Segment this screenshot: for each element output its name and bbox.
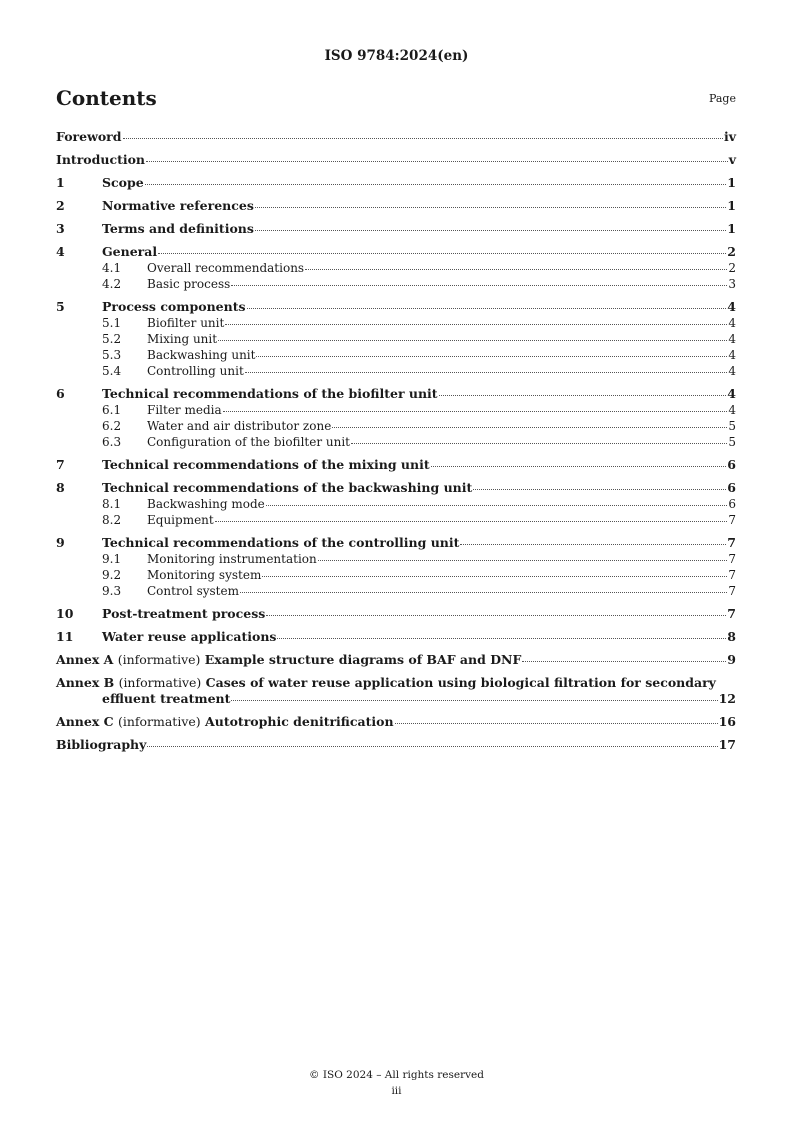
toc-subentry-title: Basic process — [147, 277, 231, 291]
dot-leader — [277, 637, 726, 639]
toc-subentry-page: 3 — [728, 277, 736, 291]
toc-subentry-page: 6 — [728, 497, 736, 511]
toc-group — [56, 299, 736, 379]
toc-group — [56, 129, 736, 145]
toc-subentry-number: 5.4 — [102, 364, 122, 378]
toc-subentry-page: 4 — [728, 403, 736, 417]
toc-entry-title: Technical recommendations of the mixing unit — [102, 457, 430, 472]
toc-annex-heading — [56, 652, 521, 668]
toc-entry[interactable] — [56, 737, 736, 753]
toc-annex-heading — [56, 714, 394, 730]
toc-entry-number: 6 — [56, 386, 65, 401]
toc-subentry-title: Controlling unit — [147, 364, 244, 378]
toc-entry-page: 8 — [727, 629, 736, 644]
dot-leader — [522, 660, 726, 662]
toc-group — [56, 737, 736, 753]
toc-entry[interactable] — [56, 198, 736, 214]
toc-entry-page: 1 — [727, 175, 736, 190]
toc-subentry-title: Mixing unit — [147, 332, 218, 346]
toc-subentry-title: Water and air distributor zone — [147, 419, 332, 433]
toc-entry-number: 4 — [56, 244, 65, 259]
toc-entry-number: 9 — [56, 535, 65, 550]
toc-entry-page: 7 — [727, 535, 736, 550]
dot-leader — [223, 410, 728, 412]
toc-entry-title: Post-treatment process — [102, 606, 266, 621]
toc-group — [56, 652, 736, 668]
toc-subentry[interactable] — [56, 434, 736, 450]
table-of-contents — [56, 129, 736, 760]
toc-subentry-page: 2 — [728, 261, 736, 275]
toc-group — [56, 535, 736, 599]
toc-subentry-title: Monitoring instrumentation — [147, 552, 317, 566]
toc-subentry-title: Monitoring system — [147, 568, 262, 582]
dot-leader — [245, 371, 728, 373]
toc-entry-number: 3 — [56, 221, 65, 236]
toc-entry-page: 1 — [727, 198, 736, 213]
toc-subentry-page: 4 — [728, 316, 736, 330]
toc-group — [56, 198, 736, 214]
toc-entry-page: 1 — [727, 221, 736, 236]
dot-leader — [215, 520, 728, 522]
toc-entry-page: 2 — [727, 244, 736, 259]
toc-entry-page: 7 — [727, 606, 736, 621]
toc-subentry-page: 7 — [728, 552, 736, 566]
toc-entry-title: Bibliography — [56, 737, 147, 752]
toc-subentry-page: 4 — [728, 332, 736, 346]
toc-subentry-page: 7 — [728, 584, 736, 598]
toc-subentry[interactable] — [56, 402, 736, 418]
toc-entry-number: 7 — [56, 457, 65, 472]
toc-subentry[interactable] — [56, 347, 736, 363]
toc-entry[interactable] — [56, 386, 736, 402]
dot-leader — [439, 394, 727, 396]
toc-entry-page: 17 — [718, 737, 736, 752]
copyright-notice: © ISO 2024 – All rights reserved — [309, 1069, 484, 1081]
toc-subentry-number: 6.3 — [102, 435, 122, 449]
toc-entry-title: Foreword — [56, 129, 122, 144]
toc-subentry-number: 5.1 — [102, 316, 122, 330]
toc-entry[interactable] — [56, 480, 736, 496]
annex-informative: (informative) — [118, 675, 202, 690]
toc-subentry-title: Control system — [147, 584, 239, 598]
dot-leader — [351, 442, 727, 444]
toc-entry[interactable] — [56, 457, 736, 473]
dot-leader — [473, 488, 726, 490]
toc-entry[interactable] — [56, 152, 736, 168]
toc-subentry-title: Filter media — [147, 403, 222, 417]
toc-subentry-number: 9.2 — [102, 568, 122, 582]
toc-subentry[interactable] — [56, 260, 736, 276]
toc-entry-title: Terms and definitions — [102, 221, 254, 236]
annex-title: Example structure diagrams of BAF and DNF — [204, 652, 522, 667]
page-column-label: Page — [708, 92, 736, 105]
toc-group — [56, 714, 736, 730]
dot-leader — [266, 504, 728, 506]
toc-entry-number: 5 — [56, 299, 65, 314]
toc-subentry-title: Backwashing unit — [147, 348, 256, 362]
toc-entry-page: 6 — [727, 457, 736, 472]
toc-subentry-number: 5.3 — [102, 348, 122, 362]
dot-leader — [231, 699, 717, 701]
toc-entry-page: iv — [723, 129, 736, 144]
annex-informative: (informative) — [117, 652, 201, 667]
dot-leader — [225, 323, 727, 325]
toc-subentry-page: 7 — [728, 513, 736, 527]
toc-entry-page: v — [728, 152, 736, 167]
toc-subentry[interactable] — [56, 315, 736, 331]
page-footer — [0, 1067, 793, 1099]
page-number: iii — [391, 1085, 402, 1097]
toc-group — [56, 152, 736, 168]
document-id: ISO 9784:2024(en) — [324, 48, 469, 64]
toc-entry-page: 6 — [727, 480, 736, 495]
toc-group — [56, 480, 736, 528]
toc-subentry-number: 8.1 — [102, 497, 122, 511]
toc-entry-title: Water reuse applications — [102, 629, 277, 644]
toc-subentry-number: 9.3 — [102, 584, 122, 598]
toc-group — [56, 244, 736, 292]
dot-leader — [255, 229, 726, 231]
toc-subentry-number: 4.1 — [102, 261, 122, 275]
dot-leader — [262, 575, 727, 577]
dot-leader — [218, 339, 727, 341]
toc-annex-entry[interactable] — [56, 714, 736, 730]
toc-entry-number: 1 — [56, 175, 65, 190]
toc-entry-page: 4 — [727, 299, 736, 314]
toc-entry[interactable] — [56, 244, 736, 260]
dot-leader — [460, 543, 726, 545]
dot-leader — [123, 137, 723, 139]
toc-entry[interactable] — [56, 629, 736, 645]
toc-subentry[interactable] — [56, 551, 736, 567]
dot-leader — [240, 591, 727, 593]
toc-subentry-title: Backwashing mode — [147, 497, 265, 511]
toc-annex-entry-continued[interactable] — [56, 691, 736, 707]
toc-entry-page: 16 — [718, 714, 736, 729]
annex-title: Cases of water reuse application using biological filtration for secondary — [205, 675, 716, 690]
dot-leader — [266, 614, 726, 616]
dot-leader — [145, 183, 727, 185]
dot-leader — [332, 426, 727, 428]
toc-subentry-number: 6.1 — [102, 403, 122, 417]
toc-subentry-number: 9.1 — [102, 552, 122, 566]
toc-subentry-title: Biofilter unit — [147, 316, 225, 330]
toc-entry-page: 4 — [727, 386, 736, 401]
dot-leader — [147, 745, 717, 747]
toc-subentry-number: 8.2 — [102, 513, 122, 527]
annex-label: Annex A — [56, 652, 114, 667]
annex-label: Annex C — [56, 714, 114, 729]
toc-subentry-number: 4.2 — [102, 277, 122, 291]
toc-subentry-title: Overall recommendations — [147, 261, 305, 275]
toc-subentry-page: 7 — [728, 568, 736, 582]
dot-leader — [231, 284, 727, 286]
dot-leader — [395, 722, 718, 724]
toc-subentry[interactable] — [56, 583, 736, 599]
toc-entry-number: 2 — [56, 198, 65, 213]
toc-subentry-page: 5 — [728, 419, 736, 433]
toc-subentry-page: 4 — [728, 364, 736, 378]
toc-entry-page: 9 — [727, 652, 736, 667]
toc-subentry[interactable] — [56, 496, 736, 512]
dot-leader — [255, 206, 726, 208]
annex-title-continued: effluent treatment — [102, 691, 231, 706]
dot-leader — [318, 559, 728, 561]
toc-group — [56, 175, 736, 191]
toc-group — [56, 629, 736, 645]
toc-entry[interactable] — [56, 299, 736, 315]
toc-subentry-number: 6.2 — [102, 419, 122, 433]
toc-entry-title: Introduction — [56, 152, 146, 167]
toc-subentry-page: 5 — [728, 435, 736, 449]
toc-entry[interactable] — [56, 175, 736, 191]
toc-group — [56, 457, 736, 473]
toc-annex-heading — [56, 675, 716, 691]
dot-leader — [431, 465, 727, 467]
toc-subentry-number: 5.2 — [102, 332, 122, 346]
toc-annex-entry[interactable] — [56, 652, 736, 668]
toc-entry-number: 11 — [56, 629, 74, 644]
toc-entry[interactable] — [56, 535, 736, 551]
annex-informative: (informative) — [117, 714, 201, 729]
toc-entry[interactable] — [56, 129, 736, 145]
toc-entry[interactable] — [56, 221, 736, 237]
toc-entry-page: 12 — [718, 691, 736, 706]
dot-leader — [256, 355, 727, 357]
dot-leader — [305, 268, 727, 270]
dot-leader — [247, 307, 727, 309]
toc-entry-title: Technical recommendations of the controlling unit — [102, 535, 460, 550]
toc-group — [56, 386, 736, 450]
toc-group — [56, 675, 736, 707]
toc-subentry[interactable] — [56, 331, 736, 347]
toc-entry-number: 8 — [56, 480, 65, 495]
toc-subentry[interactable] — [56, 567, 736, 583]
toc-subentry[interactable] — [56, 418, 736, 434]
toc-entry-title: General — [102, 244, 158, 259]
toc-entry-title: Technical recommendations of the biofilter unit — [102, 386, 438, 401]
annex-label: Annex B — [56, 675, 115, 690]
toc-entry-title: Normative references — [102, 198, 254, 213]
toc-group — [56, 221, 736, 237]
toc-subentry[interactable] — [56, 276, 736, 292]
toc-subentry-title: Equipment — [147, 513, 214, 527]
toc-group — [56, 606, 736, 622]
annex-title: Autotrophic denitrification — [205, 714, 394, 729]
toc-subentry-page: 4 — [728, 348, 736, 362]
toc-entry-title: Scope — [102, 175, 144, 190]
toc-entry-number: 10 — [56, 606, 74, 621]
toc-annex-entry[interactable] — [56, 675, 736, 691]
toc-entry-title: Technical recommendations of the backwashing unit — [102, 480, 473, 495]
toc-entry[interactable] — [56, 606, 736, 622]
toc-heading: Contents — [56, 86, 157, 110]
dot-leader — [158, 252, 726, 254]
toc-subentry-title: Configuration of the biofilter unit — [147, 435, 350, 449]
toc-subentry[interactable] — [56, 363, 736, 379]
toc-subentry[interactable] — [56, 512, 736, 528]
toc-entry-title: Process components — [102, 299, 246, 314]
dot-leader — [146, 160, 728, 162]
